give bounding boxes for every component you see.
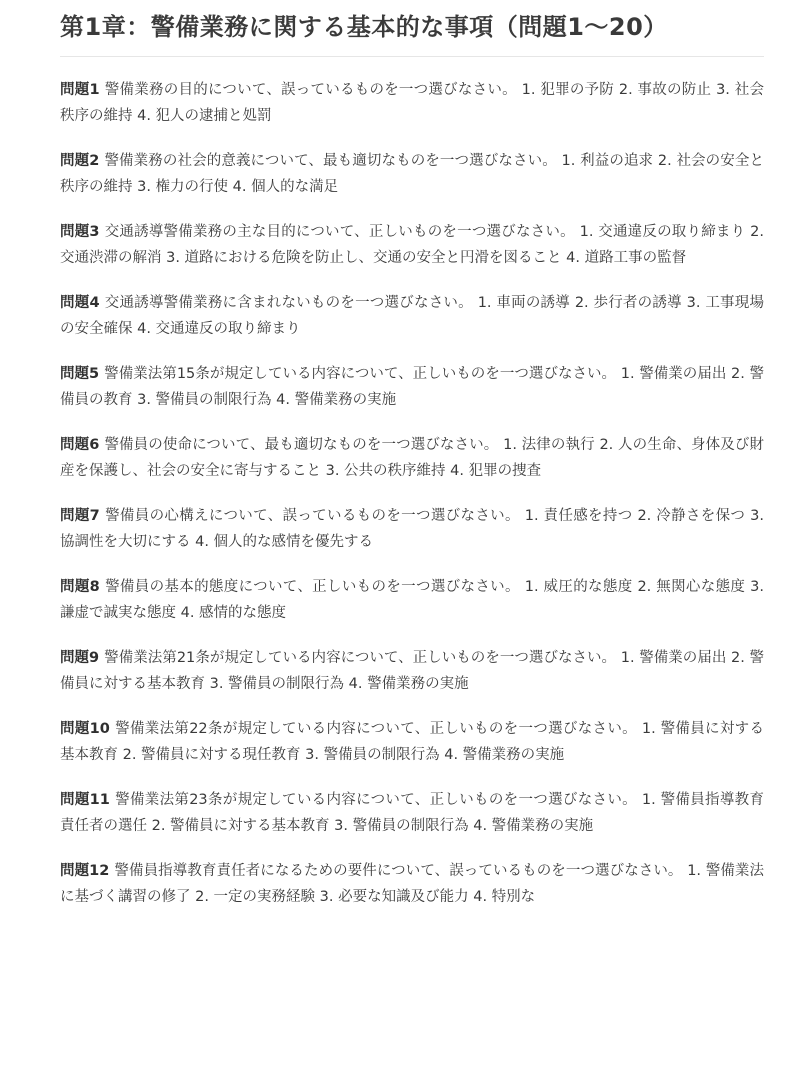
question-number: 問題2 [60, 153, 100, 169]
question-number: 問題7 [60, 508, 100, 524]
question-number: 問題4 [60, 295, 100, 311]
question-number: 問題12 [60, 863, 110, 879]
question-text: 交通誘導警備業務の主な目的について、正しいものを一つ選びなさい。 1. 交通違反の取り締まり 2. 交通渋滞の解消 3. 道路における危険を防止し、交通の安全と円滑を図ること 4. 道路工事の監督 [60, 224, 764, 266]
question-number: 問題9 [60, 650, 100, 666]
question-item [60, 858, 764, 910]
question-number: 問題11 [60, 792, 110, 808]
question-text: 警備員の心構えについて、誤っているものを一つ選びなさい。 1. 責任感を持つ 2. 冷静さを保つ 3. 協調性を大切にする 4. 個人的な感情を優先する [60, 508, 765, 550]
question-item [60, 77, 764, 129]
question-text: 警備業務の目的について、誤っているものを一つ選びなさい。 1. 犯罪の予防 2. 事故の防止 3. 社会秩序の維持 4. 犯人の逮捕と処罰 [60, 82, 764, 124]
question-text: 警備業法第22条が規定している内容について、正しいものを一つ選びなさい。 1. 警備員に対する基本教育 2. 警備員に対する現任教育 3. 警備員の制限行為 4. 警備業務の実施 [60, 721, 764, 763]
question-item [60, 361, 764, 413]
question-item [60, 787, 764, 839]
question-item [60, 645, 764, 697]
question-item [60, 432, 764, 484]
question-list [60, 77, 764, 910]
question-item [60, 574, 764, 626]
question-text: 警備員の使命について、最も適切なものを一つ選びなさい。 1. 法律の執行 2. 人の生命、身体及び財産を保護し、社会の安全に寄与すること 3. 公共の秩序維持 4. 犯罪の捜査 [60, 437, 765, 479]
page-title: 第1章：警備業務に関する基本的な事項（問題1〜20） [60, 10, 764, 57]
question-text: 警備業法第21条が規定している内容について、正しいものを一つ選びなさい。 1. 警備業の届出 2. 警備員に対する基本教育 3. 警備員の制限行為 4. 警備業務の実施 [60, 650, 764, 692]
question-text: 交通誘導警備業務に含まれないものを一つ選びなさい。 1. 車両の誘導 2. 歩行者の誘導 3. 工事現場の安全確保 4. 交通違反の取り締まり [60, 295, 765, 337]
question-text: 警備業法第15条が規定している内容について、正しいものを一つ選びなさい。 1. 警備業の届出 2. 警備員の教育 3. 警備員の制限行為 4. 警備業務の実施 [60, 366, 764, 408]
question-item [60, 219, 764, 271]
question-item [60, 503, 764, 555]
question-item [60, 716, 764, 768]
question-text: 警備員の基本的態度について、正しいものを一つ選びなさい。 1. 威圧的な態度 2. 無関心な態度 3. 謙虚で誠実な態度 4. 感情的な態度 [60, 579, 765, 621]
question-number: 問題6 [60, 437, 100, 453]
question-number: 問題1 [60, 82, 100, 98]
question-text: 警備業務の社会的意義について、最も適切なものを一つ選びなさい。 1. 利益の追求 2. 社会の安全と秩序の維持 3. 権力の行使 4. 個人的な満足 [60, 153, 765, 195]
question-text: 警備業法第23条が規定している内容について、正しいものを一つ選びなさい。 1. 警備員指導教育責任者の選任 2. 警備員に対する基本教育 3. 警備員の制限行為 4. 警備業務の実施 [60, 792, 764, 834]
question-number: 問題8 [60, 579, 100, 595]
question-number: 問題3 [60, 224, 100, 240]
question-item [60, 148, 764, 200]
question-number: 問題5 [60, 366, 100, 382]
question-item [60, 290, 764, 342]
question-text: 警備員指導教育責任者になるための要件について、誤っているものを一つ選びなさい。 1. 警備業法に基づく講習の修了 2. 一定の実務経験 3. 必要な知識及び能力 4. 特別な [60, 863, 764, 905]
question-number: 問題10 [60, 721, 110, 737]
